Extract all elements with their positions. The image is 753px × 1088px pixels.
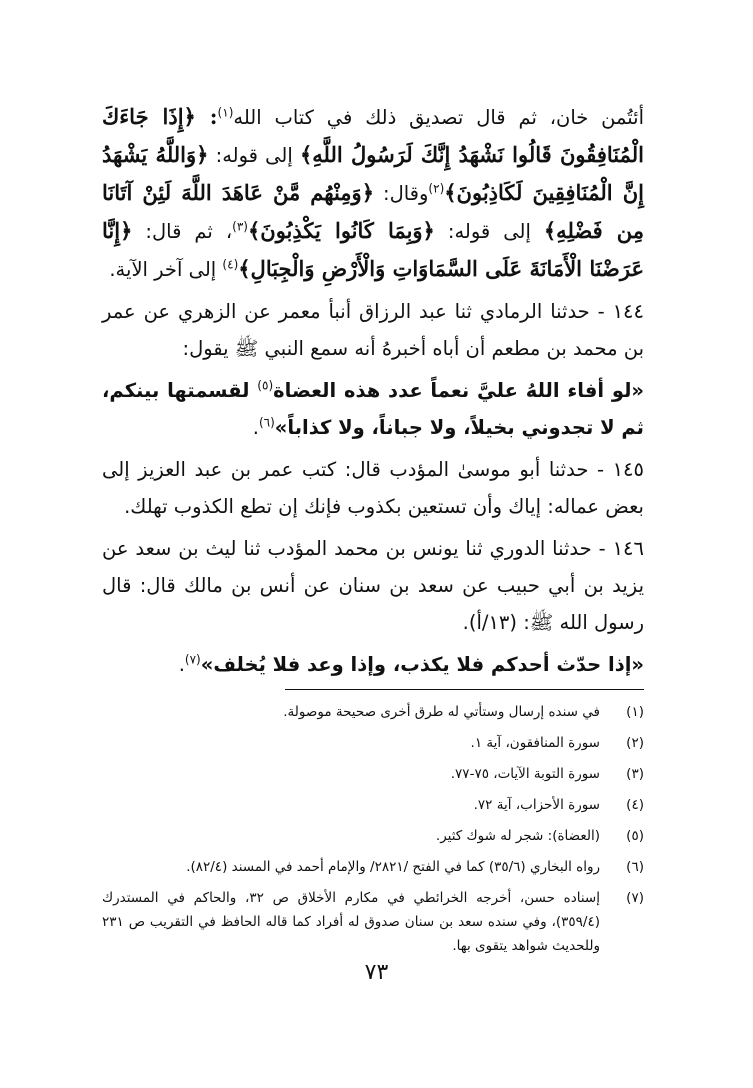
footnote-number: (٣): [626, 766, 644, 782]
footnote-ref: (٥): [257, 378, 274, 393]
footnote-text: سورة الأحزاب، آية ٧٢.: [473, 797, 600, 813]
footnote-text: سورة المنافقون، آية ١.: [470, 735, 600, 751]
text-segment: .: [178, 653, 185, 676]
quran-quote: ﴿وَمِنْهُم مَّنْ عَاهَدَ اللَّهَ لَئِنْ آتَانَا مِن فَضْلِهِ﴾: [102, 180, 644, 243]
footnote-item: [102, 793, 644, 817]
footnote-text: سورة التوبة الآيات، ٧٥-٧٧.: [450, 766, 600, 782]
text-segment: وقال:: [374, 182, 429, 205]
footnote-separator: [285, 689, 644, 690]
footnote-ref: (٣): [232, 219, 248, 234]
footnotes: [102, 700, 644, 965]
paragraph-narration: [102, 451, 644, 525]
text-segment: ١٤٥ - حدثنا أبو موسىٰ المؤدب قال: كتب عمر بن عبد العزيز إلى بعض عماله: إياك وأن تستعين بكذوب فإنك إن تطع الكذوب تهلك.: [102, 458, 644, 518]
footnote-number: (٥): [626, 828, 644, 844]
footnote-item: [102, 700, 644, 724]
footnote-number: (٦): [626, 859, 644, 875]
paragraph-intro: [102, 98, 644, 288]
hadith-text: «لو أفاء اللهُ عليَّ نعماً عدد هذه العضاة: [273, 379, 644, 402]
footnote-item: [102, 731, 644, 755]
text-segment: ، ثم قال:: [132, 220, 233, 243]
quran-quote: : ﴿إِذَا جَاءَكَ الْمُنَافِقُونَ قَالُوا نَشْهَدُ إِنَّكَ لَرَسُولُ اللَّهِ﴾: [102, 104, 644, 167]
text-segment: أئتُمن خان، ثم قال تصديق ذلك في كتاب الله: [233, 106, 645, 129]
text-segment: إلى قوله:: [434, 220, 544, 243]
footnote-ref: (٤): [222, 257, 239, 272]
footnote-ref: (٦): [258, 415, 275, 430]
text-segment: ١٤٤ - حدثنا الرمادي ثنا عبد الرزاق أنبأ معمر عن الزهري عن عمر بن محمد بن مطعم أن أباه أخبرهُ أنه سمع النبي ﷺ يقول:: [102, 300, 644, 360]
paragraph-narration: [102, 293, 644, 367]
footnote-text: (العضاة): شجر له شوك كثير.: [435, 828, 600, 844]
footnote-item: [102, 762, 644, 786]
paragraph-hadith: [102, 372, 644, 446]
quran-quote: ﴿وَبِمَا كَانُوا يَكْذِبُونَ﴾: [247, 218, 435, 243]
quran-quote: ﴿إِنَّا عَرَضْنَا الْأَمَانَةَ عَلَى السَّمَاوَاتِ وَالْأَرْضِ وَالْجِبَالِ﴾: [102, 218, 644, 281]
hadith-text: «إذا حدّث أحدكم فلا يكذب، وإذا وعد فلا يُخلف»: [200, 653, 644, 676]
quran-quote: ﴿وَاللَّهُ يَشْهَدُ إِنَّ الْمُنَافِقِينَ لَكَاذِبُونَ﴾: [102, 142, 644, 205]
text-segment: إلى آخر الآية.: [109, 258, 223, 281]
footnote-ref: (٢): [428, 181, 445, 196]
footnote-text: في سنده إرسال وستأتي له طرق أخرى صحيحة موصولة.: [283, 704, 600, 720]
footnote-text: إسناده حسن، أخرجه الخرائطي في مكارم الأخلاق ص ٣٢، والحاكم في المستدرك (٣٥٩/٤)، وفي سنده سعد بن سنان صدوق له أفراد كما قاله الحافظ في التقريب ص ٢٣١ وللحديث شواهد يتقوى بها.: [102, 890, 600, 954]
footnote-item: [102, 855, 644, 879]
footnote-number: (٧): [626, 890, 644, 906]
text-segment: .: [252, 416, 259, 439]
footnote-ref: (١): [217, 105, 234, 120]
text-segment: إلى قوله:: [208, 144, 300, 167]
hadith-text: لقسمتها بينكم، ثم لا تجدوني بخيلاً، ولا جباناً، ولا كذاباً»: [102, 379, 644, 439]
footnote-number: (٢): [626, 735, 644, 751]
paragraph-narration: [102, 530, 644, 641]
paragraph-hadith: [102, 646, 644, 683]
footnote-number: (١): [626, 704, 644, 720]
footnote-ref: (٧): [184, 652, 201, 667]
footnote-number: (٤): [626, 797, 644, 813]
footnote-text: رواه البخاري (٣٥/٦) كما في الفتح /٢٨٢١/ والإمام أحمد في المسند (٨٢/٤).: [186, 859, 600, 875]
footnote-item: [102, 824, 644, 848]
footnote-item: [102, 886, 644, 958]
page-number: ٧٣: [364, 960, 389, 985]
main-text: [102, 98, 644, 683]
text-segment: ١٤٦ - حدثنا الدوري ثنا يونس بن محمد المؤدب ثنا ليث بن سعد عن يزيد بن أبي حبيب عن سعد بن سنان عن أنس بن مالك قال: قال رسول الله ﷺ: (١٣/أ).: [102, 537, 644, 634]
